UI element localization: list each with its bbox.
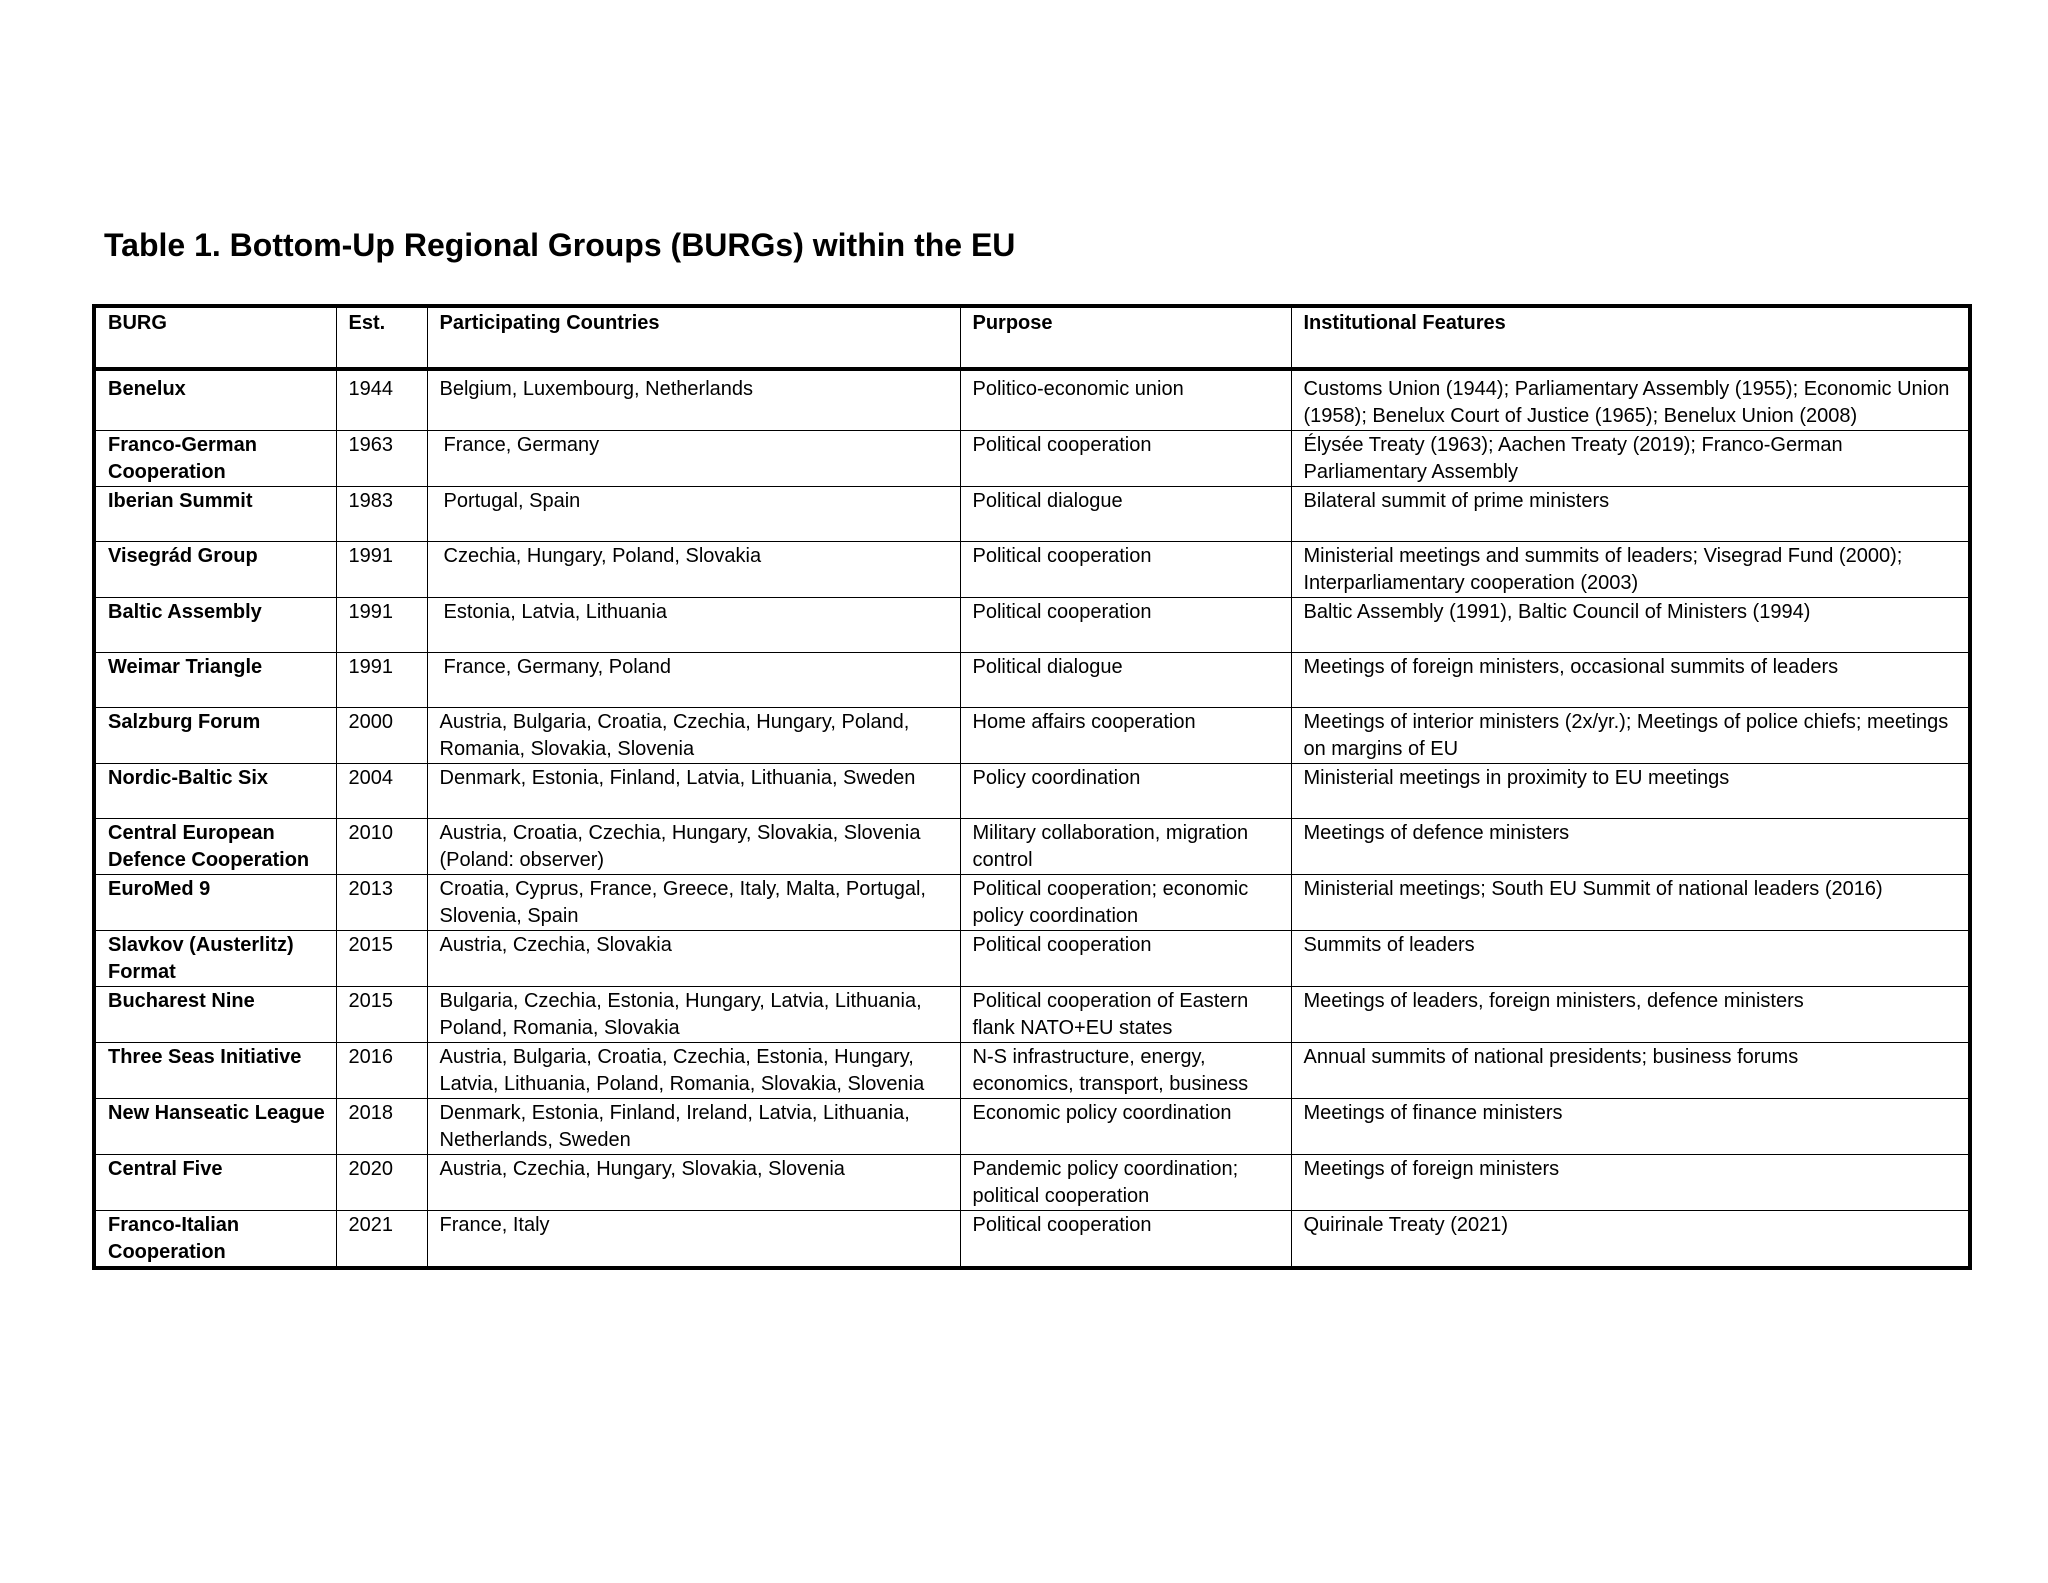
- est-cell: 2015: [336, 931, 427, 987]
- features-cell: Ministerial meetings and summits of leaders; Visegrad Fund (2000); Interparliamentary cooperation (2003): [1291, 542, 1970, 598]
- header-row: [94, 306, 1970, 369]
- burg-table-container: [92, 304, 1968, 1270]
- column-header-purpose: Purpose: [960, 306, 1291, 369]
- table-row: [94, 1099, 1970, 1155]
- features-cell: Meetings of leaders, foreign ministers, defence ministers: [1291, 987, 1970, 1043]
- features-cell: Meetings of foreign ministers, occasional summits of leaders: [1291, 653, 1970, 708]
- features-cell: Quirinale Treaty (2021): [1291, 1211, 1970, 1269]
- est-cell: 2013: [336, 875, 427, 931]
- countries-cell: Austria, Bulgaria, Croatia, Czechia, Hungary, Poland, Romania, Slovakia, Slovenia: [427, 708, 960, 764]
- features-cell: Baltic Assembly (1991), Baltic Council of Ministers (1994): [1291, 598, 1970, 653]
- countries-cell: Austria, Bulgaria, Croatia, Czechia, Estonia, Hungary, Latvia, Lithuania, Poland, Romania, Slovakia, Slovenia: [427, 1043, 960, 1099]
- burg-name-cell: Salzburg Forum: [94, 708, 336, 764]
- table-row: [94, 1155, 1970, 1211]
- burg-name-cell: Visegrád Group: [94, 542, 336, 598]
- burg-name-cell: Bucharest Nine: [94, 987, 336, 1043]
- features-cell: Bilateral summit of prime ministers: [1291, 487, 1970, 542]
- countries-cell: Denmark, Estonia, Finland, Ireland, Latvia, Lithuania, Netherlands, Sweden: [427, 1099, 960, 1155]
- column-header-features: Institutional Features: [1291, 306, 1970, 369]
- countries-cell: Bulgaria, Czechia, Estonia, Hungary, Latvia, Lithuania, Poland, Romania, Slovakia: [427, 987, 960, 1043]
- burg-name-cell: Nordic-Baltic Six: [94, 764, 336, 819]
- features-cell: Customs Union (1944); Parliamentary Assembly (1955); Economic Union (1958); Benelux Court of Justice (1965); Benelux Union (2008): [1291, 369, 1970, 431]
- countries-cell: Belgium, Luxembourg, Netherlands: [427, 369, 960, 431]
- burg-name-cell: Slavkov (Austerlitz) Format: [94, 931, 336, 987]
- burg-name-cell: Central Five: [94, 1155, 336, 1211]
- est-cell: 2004: [336, 764, 427, 819]
- est-cell: 1963: [336, 431, 427, 487]
- table-row: [94, 708, 1970, 764]
- table-body: [94, 369, 1970, 1268]
- table-row: [94, 875, 1970, 931]
- countries-cell: France, Germany, Poland: [427, 653, 960, 708]
- purpose-cell: Political cooperation: [960, 1211, 1291, 1269]
- table-row: [94, 487, 1970, 542]
- est-cell: 2021: [336, 1211, 427, 1269]
- table-row: [94, 653, 1970, 708]
- purpose-cell: Pandemic policy coordination; political cooperation: [960, 1155, 1291, 1211]
- countries-cell: Austria, Czechia, Hungary, Slovakia, Slovenia: [427, 1155, 960, 1211]
- features-cell: Élysée Treaty (1963); Aachen Treaty (2019); Franco-German Parliamentary Assembly: [1291, 431, 1970, 487]
- est-cell: 2020: [336, 1155, 427, 1211]
- purpose-cell: Economic policy coordination: [960, 1099, 1291, 1155]
- countries-cell: Austria, Czechia, Slovakia: [427, 931, 960, 987]
- features-cell: Meetings of defence ministers: [1291, 819, 1970, 875]
- purpose-cell: Political cooperation: [960, 431, 1291, 487]
- table-row: [94, 1211, 1970, 1269]
- burg-name-cell: New Hanseatic League: [94, 1099, 336, 1155]
- countries-cell: France, Germany: [427, 431, 960, 487]
- purpose-cell: Political dialogue: [960, 487, 1291, 542]
- table-row: [94, 1043, 1970, 1099]
- est-cell: 2015: [336, 987, 427, 1043]
- burg-name-cell: Benelux: [94, 369, 336, 431]
- purpose-cell: Policy coordination: [960, 764, 1291, 819]
- est-cell: 2010: [336, 819, 427, 875]
- countries-cell: Croatia, Cyprus, France, Greece, Italy, Malta, Portugal, Slovenia, Spain: [427, 875, 960, 931]
- table-title: Table 1. Bottom-Up Regional Groups (BURGs) within the EU: [104, 227, 1016, 263]
- burg-name-cell: Central European Defence Cooperation: [94, 819, 336, 875]
- est-cell: 1991: [336, 598, 427, 653]
- table-row: [94, 431, 1970, 487]
- burg-name-cell: Weimar Triangle: [94, 653, 336, 708]
- countries-cell: Estonia, Latvia, Lithuania: [427, 598, 960, 653]
- burg-name-cell: EuroMed 9: [94, 875, 336, 931]
- countries-cell: Austria, Croatia, Czechia, Hungary, Slovakia, Slovenia (Poland: observer): [427, 819, 960, 875]
- table-row: [94, 764, 1970, 819]
- features-cell: Ministerial meetings in proximity to EU meetings: [1291, 764, 1970, 819]
- burg-name-cell: Three Seas Initiative: [94, 1043, 336, 1099]
- features-cell: Ministerial meetings; South EU Summit of national leaders (2016): [1291, 875, 1970, 931]
- countries-cell: France, Italy: [427, 1211, 960, 1269]
- purpose-cell: Politico-economic union: [960, 369, 1291, 431]
- est-cell: 2018: [336, 1099, 427, 1155]
- table-row: [94, 987, 1970, 1043]
- est-cell: 1991: [336, 542, 427, 598]
- est-cell: 1983: [336, 487, 427, 542]
- purpose-cell: Political cooperation: [960, 598, 1291, 653]
- features-cell: Meetings of finance ministers: [1291, 1099, 1970, 1155]
- table-row: [94, 542, 1970, 598]
- purpose-cell: Military collaboration, migration control: [960, 819, 1291, 875]
- burg-name-cell: Franco-Italian Cooperation: [94, 1211, 336, 1269]
- column-header-burg: BURG: [94, 306, 336, 369]
- purpose-cell: Political dialogue: [960, 653, 1291, 708]
- burg-name-cell: Baltic Assembly: [94, 598, 336, 653]
- countries-cell: Denmark, Estonia, Finland, Latvia, Lithuania, Sweden: [427, 764, 960, 819]
- table-header: [94, 306, 1970, 369]
- table-row: [94, 369, 1970, 431]
- column-header-countries: Participating Countries: [427, 306, 960, 369]
- features-cell: Meetings of interior ministers (2x/yr.); Meetings of police chiefs; meetings on margins of EU: [1291, 708, 1970, 764]
- features-cell: Meetings of foreign ministers: [1291, 1155, 1970, 1211]
- purpose-cell: Political cooperation: [960, 931, 1291, 987]
- purpose-cell: Home affairs cooperation: [960, 708, 1291, 764]
- est-cell: 2016: [336, 1043, 427, 1099]
- countries-cell: Portugal, Spain: [427, 487, 960, 542]
- table-row: [94, 819, 1970, 875]
- features-cell: Summits of leaders: [1291, 931, 1970, 987]
- purpose-cell: Political cooperation: [960, 542, 1291, 598]
- est-cell: 1991: [336, 653, 427, 708]
- purpose-cell: Political cooperation; economic policy coordination: [960, 875, 1291, 931]
- est-cell: 2000: [336, 708, 427, 764]
- table-row: [94, 931, 1970, 987]
- purpose-cell: N-S infrastructure, energy, economics, transport, business: [960, 1043, 1291, 1099]
- burg-name-cell: Iberian Summit: [94, 487, 336, 542]
- purpose-cell: Political cooperation of Eastern flank NATO+EU states: [960, 987, 1291, 1043]
- est-cell: 1944: [336, 369, 427, 431]
- burg-table: [92, 304, 1972, 1270]
- column-header-est: Est.: [336, 306, 427, 369]
- burg-name-cell: Franco-German Cooperation: [94, 431, 336, 487]
- countries-cell: Czechia, Hungary, Poland, Slovakia: [427, 542, 960, 598]
- features-cell: Annual summits of national presidents; business forums: [1291, 1043, 1970, 1099]
- table-row: [94, 598, 1970, 653]
